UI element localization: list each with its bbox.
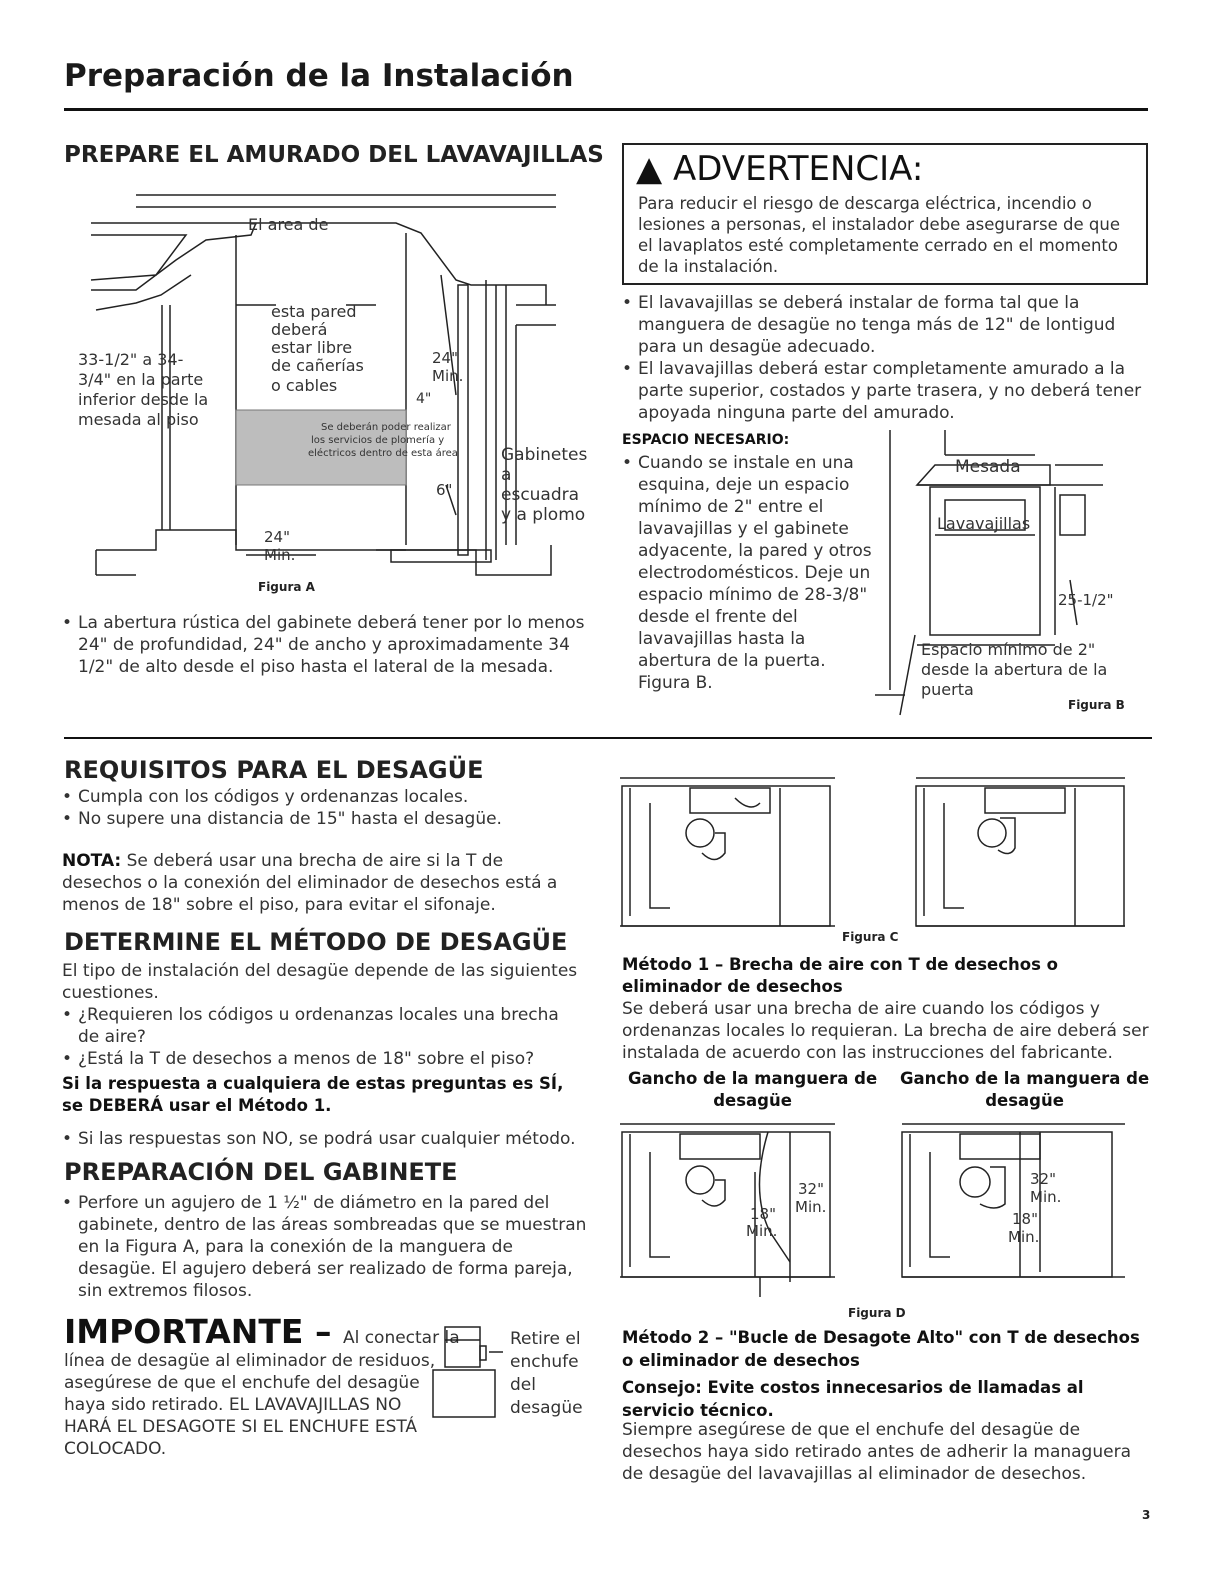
- figure-a-area-line1: El area de: [248, 215, 329, 234]
- method-bullet-1: • ¿Requieren los códigos u ordenanzas locales una brecha de aire?: [62, 1004, 582, 1048]
- figure-a-cab-line4: y a plomo: [501, 505, 586, 525]
- figure-d-min2-right: Min.: [1008, 1228, 1040, 1246]
- method-bullet-no-list: [62, 1128, 582, 1150]
- important-heading: [64, 1312, 460, 1351]
- method-bullets: [62, 1004, 582, 1070]
- figure-b-note-line3: puerta: [921, 680, 974, 699]
- figure-a-dim-6: 6": [436, 481, 453, 499]
- drain-note-label: NOTA:: [62, 851, 122, 871]
- figure-a-cab-line2: a: [501, 465, 512, 485]
- hook-right-line-1: Gancho de la manguera de: [900, 1069, 1150, 1088]
- figure-a-dim-24-bottom: 24": [264, 528, 290, 546]
- page-title: Preparación de la Instalación: [64, 58, 574, 94]
- cabinet-bullets: [62, 1192, 592, 1302]
- figure-a-area-line6: o cables: [271, 376, 338, 395]
- method-bold-line1: Si la respuesta a cualquiera de estas preguntas es SÍ,: [62, 1074, 564, 1093]
- figure-a-area-line4: estar libre: [271, 338, 353, 357]
- cabinet-bullet: • Perfore un agujero de 1 ½" de diámetro en la pared del gabinete, dentro de las áreas sombreadas que se muestran en la Figura A, para la conexión de la manguera de desagüe. El agujero deberá ser realizado de forma pareja, sin extremos filosos.: [62, 1192, 592, 1302]
- warning-text: Para reducir el riesgo de descarga eléctrica, incendio o lesiones a personas, el instalador debe asegurarse de que el lavaplatos esté completamente cerrado en el momento de la instalación.: [638, 194, 1120, 276]
- figure-d-18-right: 18": [1012, 1210, 1038, 1228]
- warning-bullets: [622, 292, 1150, 424]
- section-rule: [64, 737, 1152, 739]
- warning-bullet-2: • El lavavajillas deberá estar completamente amurado a la parte superior, costados y parte trasera, y no deberá tener apoyada ninguna parte del amurado.: [622, 358, 1150, 424]
- figure-d-min: Min.: [795, 1198, 827, 1216]
- figure-d-min2: Min.: [746, 1222, 778, 1240]
- important-word: IMPORTANTE: [64, 1312, 304, 1351]
- page-number: 3: [1142, 1508, 1151, 1522]
- figure-c-caption: Figura C: [842, 930, 899, 944]
- hook-right-label: [900, 1068, 1149, 1112]
- figure-c-diagram: [620, 758, 1150, 943]
- figure-b-diagram: [855, 425, 1155, 720]
- method-bullet-no: • Si las respuestas son NO, se podrá usar cualquier método.: [62, 1128, 582, 1150]
- important-line-2: asegúrese de que el enchufe del desagüe: [64, 1373, 420, 1393]
- figure-b-dim: 25-1/2": [1058, 591, 1114, 609]
- title-rule: [64, 108, 1148, 111]
- hook-left-line-1: Gancho de la manguera de: [628, 1069, 878, 1088]
- warning-bullet-1: • El lavavajillas se deberá instalar de forma tal que la manguera de desagüe no tenga más de 12" de lontigud para un desagüe adecuado.: [622, 292, 1150, 358]
- method-heading: DETERMINE EL MÉTODO DE DESAGÜE: [64, 928, 568, 956]
- figure-a-height-line4: mesada al piso: [78, 410, 199, 429]
- figure-a-dim-min-bottom: Min.: [264, 546, 296, 564]
- drain-heading: REQUISITOS PARA EL DESAGÜE: [64, 756, 484, 784]
- important-lead: Al conectar la: [342, 1328, 460, 1348]
- figure-a-area-line5: de cañerías: [271, 356, 364, 375]
- figure-d-caption: Figura D: [848, 1306, 906, 1320]
- important-text: [64, 1350, 464, 1460]
- s1-bullet-list: [62, 612, 592, 678]
- drain-bullets: [62, 786, 592, 830]
- figure-b-caption: Figura B: [1068, 698, 1125, 712]
- figure-a-height-line3: inferior desde la: [78, 390, 209, 409]
- figure-b-note-line1: Espacio mínimo de 2": [921, 640, 1096, 659]
- important-dash: –: [303, 1312, 343, 1351]
- figure-d-32-right: 32": [1030, 1170, 1056, 1188]
- plug-line-2: enchufe: [510, 1352, 579, 1372]
- figure-d-min-right: Min.: [1030, 1188, 1062, 1206]
- method1-title: Método 1 – Brecha de aire con T de desechos o eliminador de desechos: [622, 955, 1058, 996]
- s1-bullet: • La abertura rústica del gabinete deberá tener por lo menos 24" de profundidad, 24" de ancho y aproximadamente 34 1/2" de alto desde el piso hasta el lateral de la mesada.: [62, 612, 592, 678]
- figure-a-area-line3: deberá: [271, 320, 328, 339]
- figure-a-cab-line1: Gabinetes: [501, 445, 588, 465]
- figure-a-height-line1: 33-1/2" a 34-: [78, 350, 184, 369]
- figure-a-area-line2: esta pared: [271, 302, 357, 321]
- method-bullet-2: • ¿Está la T de desechos a menos de 18" sobre el piso?: [62, 1048, 582, 1070]
- plug-text: [510, 1328, 583, 1420]
- drain-note-text: Se deberá usar una brecha de aire si la T de desechos o la conexión del eliminador de desechos está a menos de 18" sobre el piso, para evitar el sifonaje.: [62, 851, 558, 915]
- figure-b-note-line2: desde la abertura de la: [921, 660, 1108, 679]
- figure-b-lavavajillas: Lavavajillas: [937, 514, 1031, 533]
- figure-a-shaded-line2: los servicios de plomería y: [311, 435, 445, 446]
- cabinet-heading: PREPARACIÓN DEL GABINETE: [64, 1158, 458, 1186]
- important-line-5: COLOCADO.: [64, 1439, 167, 1459]
- drain-note: [62, 850, 582, 916]
- section-heading-amurado: PREPARE EL AMURADO DEL LAVAVAJILLAS: [64, 142, 604, 168]
- figure-a-shaded-line1: Se deberán poder realizar: [321, 422, 451, 433]
- warning-box: [622, 143, 1148, 285]
- figure-a-dim-min-top: Min.: [432, 367, 464, 385]
- figure-d-32: 32": [798, 1180, 824, 1198]
- method2-title: Método 2 – "Bucle de Desagote Alto" con T de desechos o eliminador de desechos: [622, 1328, 1140, 1370]
- warning-icon: ▲: [636, 149, 663, 189]
- disposer-plug-icon: [425, 1322, 505, 1427]
- important-line-3: haya sido retirado. EL LAVAVAJILLAS NO: [64, 1395, 402, 1415]
- figure-a-shaded-line3: eléctricos dentro de esta área: [308, 448, 458, 459]
- figure-a-caption: Figura A: [258, 580, 315, 594]
- space-bullets: [622, 452, 877, 694]
- space-bullet: • Cuando se instale en una esquina, deje un espacio mínimo de 2" entre el lavavajillas y el gabinete adyacente, la pared y otros electrodomésticos. Deje un espacio mínimo de 28-3/8" desde el frente del lavavajillas hasta la abertura de la puerta. Figura B.: [622, 452, 877, 694]
- plug-line-1: Retire el: [510, 1329, 581, 1349]
- figure-a-diagram: [76, 185, 596, 595]
- method-intro: El tipo de instalación del desagüe depende de las siguientes cuestiones.: [62, 961, 578, 1003]
- method1-text: Se deberá usar una brecha de aire cuando los códigos y ordenanzas locales lo requieran. La brecha de aire deberá ser instalada de acuerdo con las instrucciones del fabricante.: [622, 999, 1149, 1063]
- method-bold-line2: se DEBERÁ usar el Método 1.: [62, 1096, 332, 1115]
- space-heading: ESPACIO NECESARIO:: [622, 432, 790, 448]
- plug-line-4: desagüe: [510, 1398, 583, 1418]
- hook-left-line-2: desagüe: [713, 1091, 792, 1110]
- tip-title: Consejo: Evite costos innecesarios de llamadas al servicio técnico.: [622, 1378, 1084, 1420]
- figure-d-diagram: [620, 1112, 1150, 1307]
- figure-d-18: 18": [750, 1205, 776, 1223]
- drain-bullet-1: • Cumpla con los códigos y ordenanzas locales.: [62, 786, 592, 808]
- warning-title: ADVERTENCIA:: [672, 149, 924, 189]
- hook-right-line-2: desagüe: [985, 1091, 1064, 1110]
- drain-bullet-2: • No supere una distancia de 15" hasta el desagüe.: [62, 808, 592, 830]
- figure-b-mesada: Mesada: [955, 457, 1021, 477]
- tip-text: Siempre asegúrese de que el enchufe del desagüe de desechos haya sido retirado antes de adherir la managuera de desagüe del lavavajillas al eliminador de desechos.: [622, 1420, 1131, 1484]
- plug-line-3: del: [510, 1375, 536, 1395]
- hook-left-label: [628, 1068, 877, 1112]
- figure-a-dim-4: 4": [416, 391, 432, 407]
- figure-a-cab-line3: escuadra: [501, 485, 580, 505]
- figure-a-dim-24-top: 24": [432, 349, 458, 367]
- figure-a-height-line2: 3/4" en la parte: [78, 370, 204, 389]
- important-line-1: línea de desagüe al eliminador de residuos,: [64, 1351, 436, 1371]
- important-line-4: HARÁ EL DESAGOTE SI EL ENCHUFE ESTÁ: [64, 1417, 418, 1437]
